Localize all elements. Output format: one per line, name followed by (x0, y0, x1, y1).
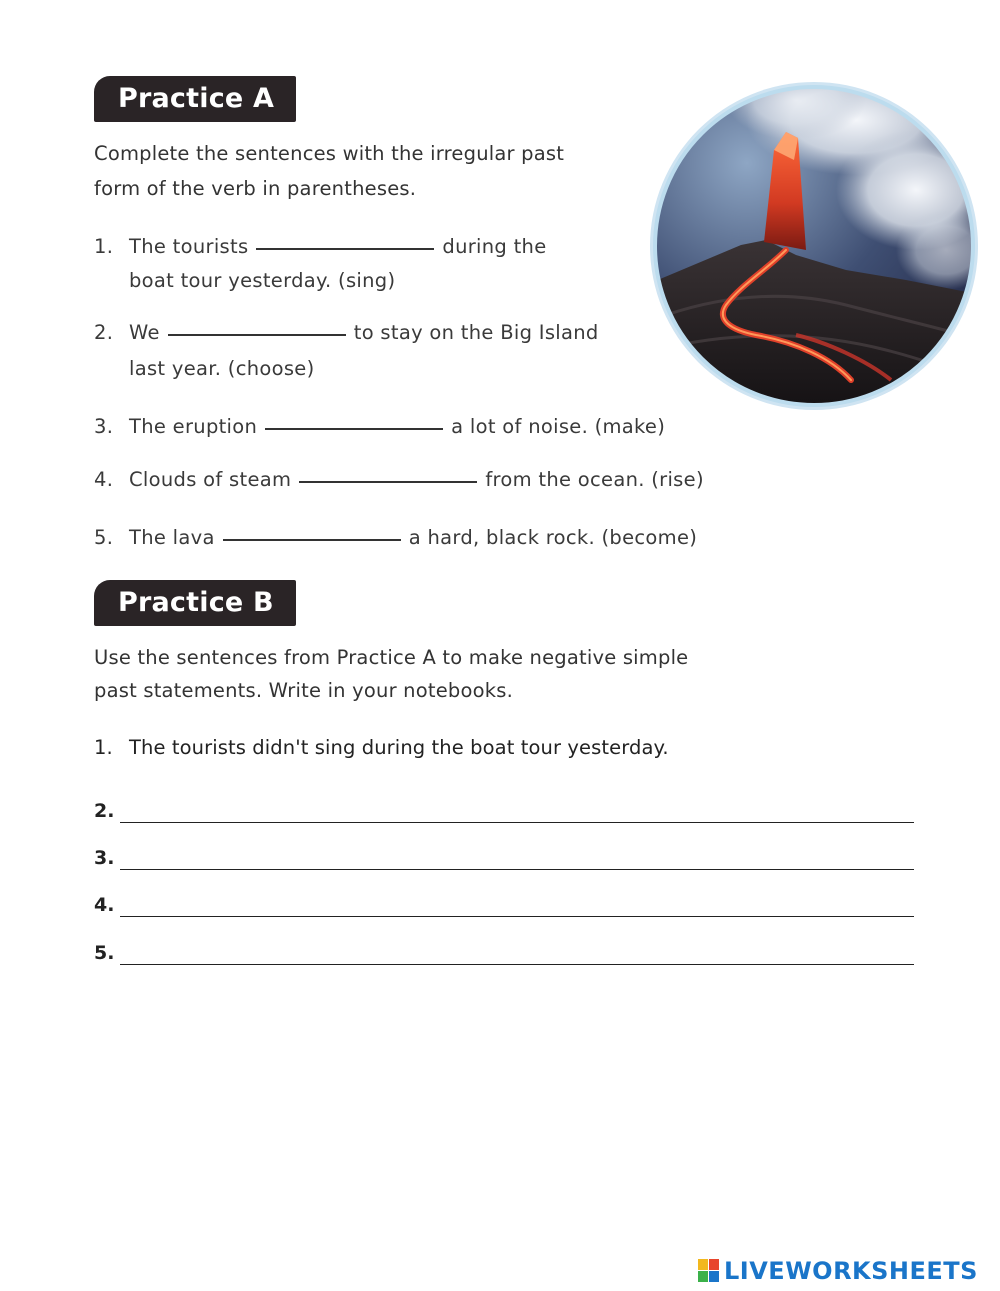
liveworksheets-logo[interactable] (698, 1257, 978, 1285)
answer-line-3[interactable] (94, 841, 914, 875)
practice-a-item-4 (94, 463, 704, 497)
answer-blank[interactable] (168, 334, 346, 336)
item-text-after: to stay on the Big Island (353, 321, 599, 344)
practice-b-instructions (94, 641, 688, 707)
line-number: 4. (94, 894, 115, 916)
logo-text: LIVEWORKSHEETS (724, 1257, 978, 1285)
writing-rule (120, 916, 914, 917)
answer-line-4[interactable] (94, 888, 914, 922)
instruction-line: Use the sentences from Practice A to make negative simple (94, 646, 689, 669)
item-text-after: during the (442, 235, 547, 258)
practice-a-heading: Practice A (94, 76, 296, 122)
item-text-after: from the ocean. (rise) (485, 468, 704, 491)
practice-a-item-2 (94, 316, 599, 386)
item-number: 5. (94, 526, 114, 549)
example-text: The tourists didn't sing during the boat tour yesterday. (129, 736, 669, 759)
practice-a-item-3 (94, 410, 665, 444)
line-number: 2. (94, 800, 115, 822)
volcano-image (646, 80, 982, 412)
item-number: 1. (94, 235, 114, 258)
item-text-after: a lot of noise. (make) (451, 415, 666, 438)
instruction-line: Complete the sentences with the irregular past (94, 142, 565, 165)
answer-blank[interactable] (299, 481, 477, 483)
item-text-before: We (129, 321, 160, 344)
instruction-line: past statements. Write in your notebooks. (94, 679, 514, 702)
item-continuation: boat tour yesterday. (sing) (129, 269, 396, 292)
answer-line-2[interactable] (94, 794, 914, 828)
item-continuation: last year. (choose) (129, 357, 315, 380)
answer-blank[interactable] (265, 428, 443, 430)
writing-rule (120, 822, 914, 823)
practice-a-instructions (94, 136, 564, 206)
item-text-after: a hard, black rock. (become) (408, 526, 698, 549)
item-number: 3. (94, 415, 114, 438)
writing-rule (120, 869, 914, 870)
example-number: 1. (94, 736, 113, 759)
item-number: 2. (94, 321, 114, 344)
practice-a-item-5 (94, 521, 697, 555)
practice-a-item-1 (94, 230, 547, 298)
item-number: 4. (94, 468, 114, 491)
item-text-before: Clouds of steam (129, 468, 292, 491)
writing-rule (120, 964, 914, 965)
liveworksheets-icon (698, 1259, 720, 1283)
volcano-illustration (646, 80, 982, 412)
practice-b-heading: Practice B (94, 580, 296, 626)
practice-b-example (94, 736, 669, 759)
answer-blank[interactable] (256, 248, 434, 250)
line-number: 3. (94, 847, 115, 869)
item-text-before: The tourists (129, 235, 249, 258)
line-number: 5. (94, 942, 115, 964)
answer-blank[interactable] (223, 539, 401, 541)
item-text-before: The eruption (129, 415, 258, 438)
answer-line-5[interactable] (94, 936, 914, 970)
instruction-line: form of the verb in parentheses. (94, 177, 417, 200)
item-text-before: The lava (129, 526, 215, 549)
